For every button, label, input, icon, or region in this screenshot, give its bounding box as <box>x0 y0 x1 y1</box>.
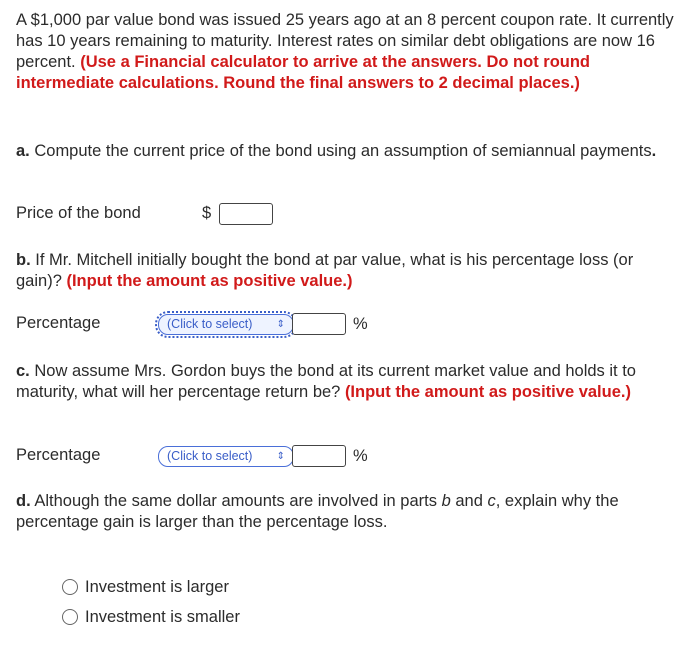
part-d-and: and <box>450 492 488 510</box>
option-larger-label: Investment is larger <box>85 577 229 596</box>
price-row <box>16 203 212 224</box>
part-b-select-label: (Click to select) <box>167 317 253 331</box>
part-d-b: b <box>441 492 451 510</box>
part-c-select[interactable] <box>158 446 294 467</box>
intro-text: A $1,000 par value bond was issued 25 years ago at an 8 percent coupon rate. It currently has 10 years remaining to maturity. Interest rates on similar debt obligations are now 16 percent. <box>16 11 674 71</box>
part-c-input[interactable] <box>292 445 346 467</box>
part-d-text-1: Although the same dollar amounts are involved in parts <box>30 492 442 510</box>
option-smaller[interactable] <box>62 602 240 632</box>
part-b-text: If Mr. Mitchell initially bought the bond at par value, what is his percentage loss (or gain)? <box>16 251 634 290</box>
part-b-percent-unit: % <box>353 315 368 333</box>
part-c-row <box>16 445 676 466</box>
part-d-letter: d. <box>16 492 31 510</box>
part-d-options <box>62 572 240 632</box>
part-d-text-2: , explain why the percentage gain is larger than the percentage loss. <box>16 492 619 531</box>
radio-button[interactable] <box>62 609 78 625</box>
part-c-select-label: (Click to select) <box>167 449 253 463</box>
part-c-label: Percentage <box>16 446 101 464</box>
part-a-letter: a. <box>16 142 30 160</box>
part-d-question <box>16 491 676 533</box>
part-b-select[interactable] <box>158 314 294 335</box>
part-b-row <box>16 313 676 334</box>
part-c-instruction: (Input the amount as positive value.) <box>344 383 631 401</box>
part-b-instruction: (Input the amount as positive value.) <box>66 272 353 290</box>
currency-symbol: $ <box>202 204 212 222</box>
part-d-c: c <box>487 492 496 510</box>
intro-instruction: (Use a Financial calculator to arrive at the answers. Do not round intermediate calculations. Round the final answers to 2 decimal places.) <box>16 53 591 92</box>
part-a-period: . <box>651 142 657 160</box>
price-label: Price of the bond <box>16 204 141 222</box>
option-smaller-label: Investment is smaller <box>85 607 240 626</box>
part-b-letter: b. <box>16 251 31 269</box>
updown-chevron-icon: ⇕ <box>276 319 285 330</box>
question-container <box>16 10 676 626</box>
option-larger[interactable] <box>62 572 240 602</box>
part-c-text: Now assume Mrs. Gordon buys the bond at its current market value and holds it to maturity, what will her percentage return be? <box>16 362 636 401</box>
part-b-input[interactable] <box>292 313 346 335</box>
part-b-question <box>16 250 676 292</box>
part-c-letter: c. <box>16 362 30 380</box>
part-b-label: Percentage <box>16 314 101 332</box>
part-a-text: Compute the current price of the bond using an assumption of semiannual payments <box>29 142 652 160</box>
radio-button[interactable] <box>62 579 78 595</box>
part-c-question <box>16 361 676 403</box>
question-intro <box>16 10 676 94</box>
price-input[interactable] <box>219 203 273 225</box>
updown-chevron-icon: ⇕ <box>276 451 285 462</box>
part-c-percent-unit: % <box>353 447 368 465</box>
part-a-question <box>16 141 676 162</box>
